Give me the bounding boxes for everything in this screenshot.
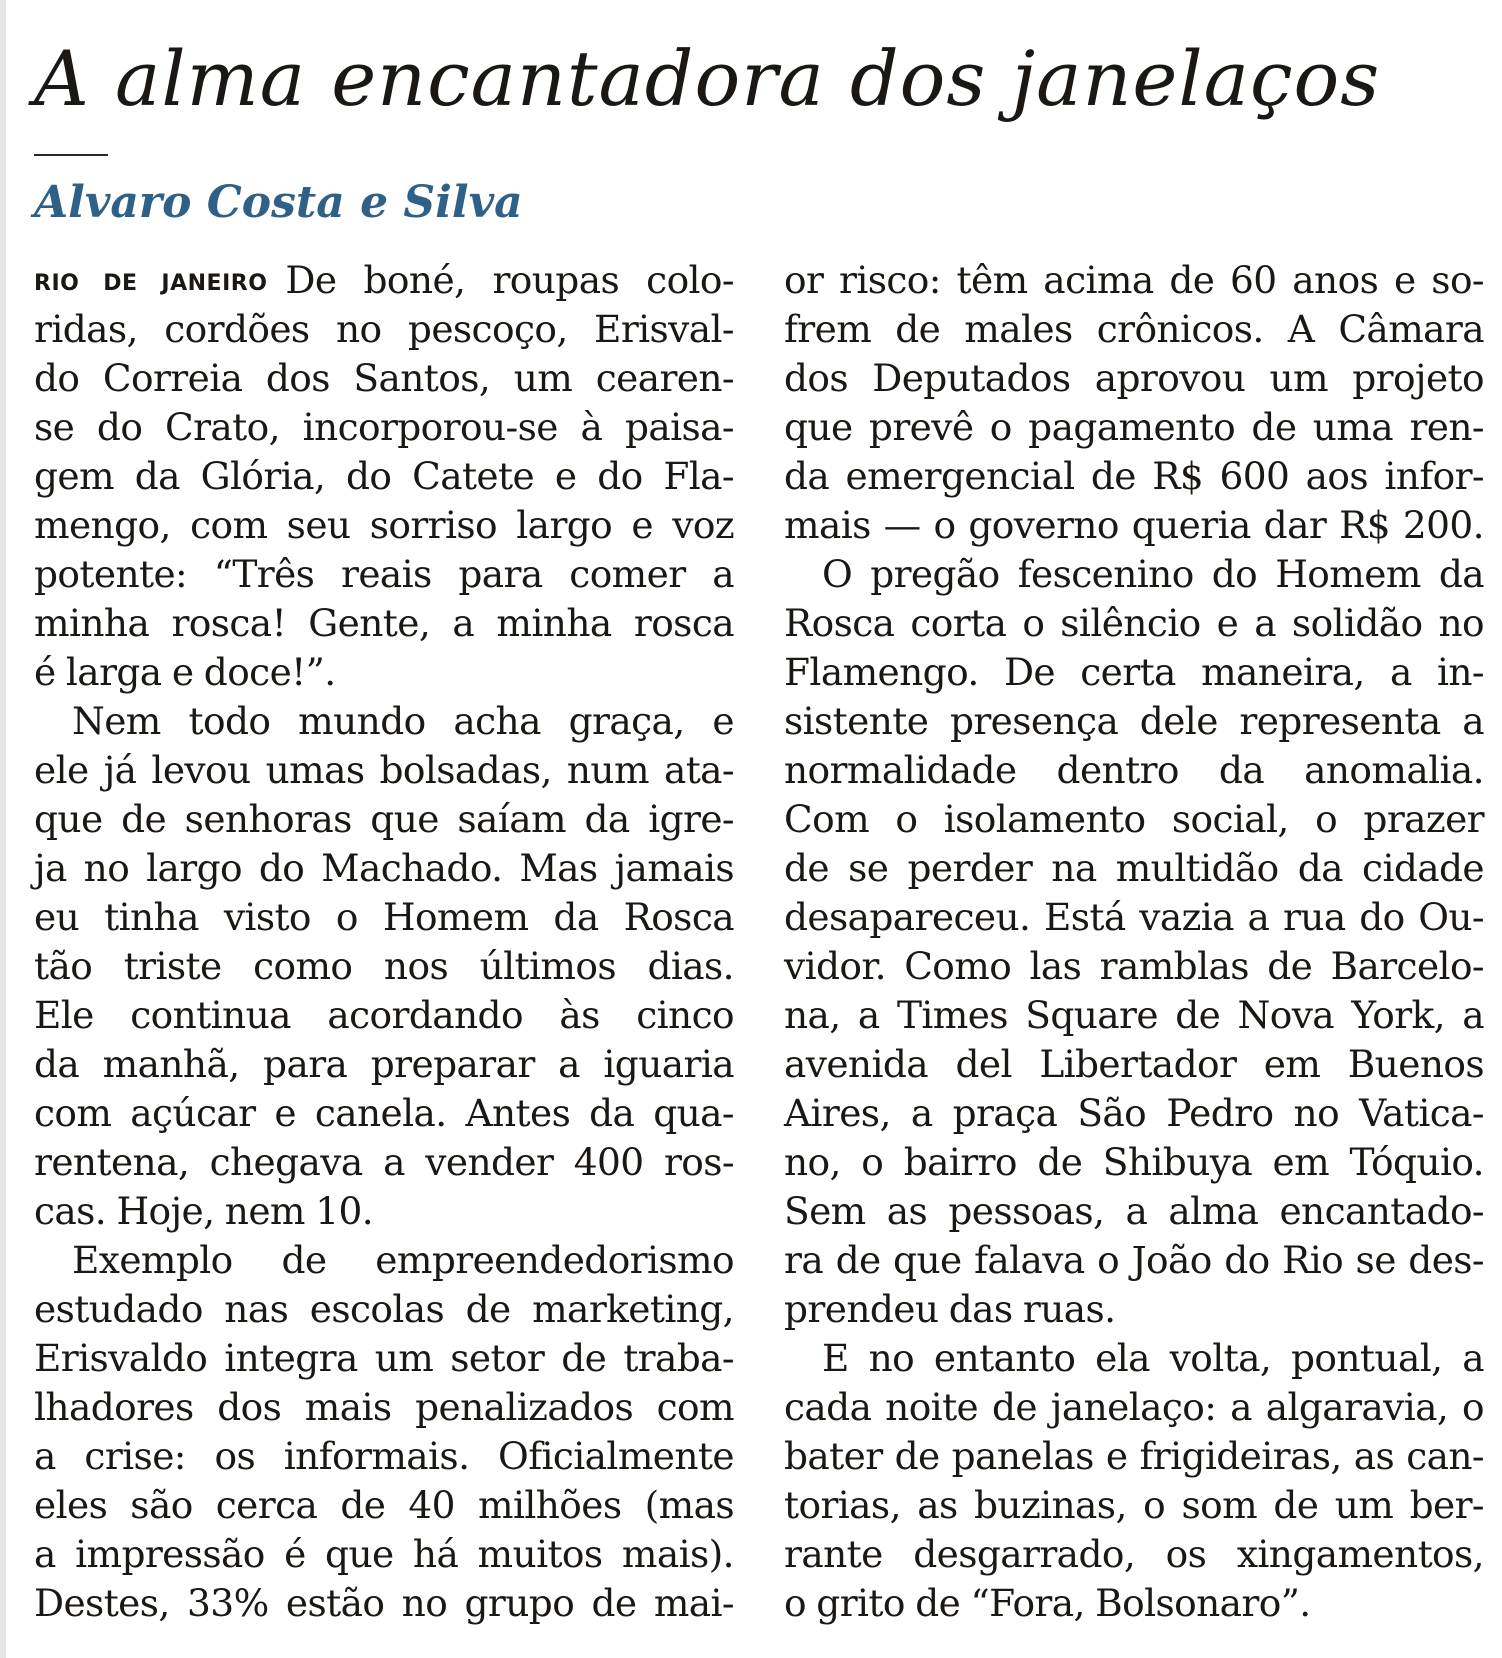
text-line: com açúcar e canela. Antes da qua-	[34, 1091, 734, 1135]
text-line: potente: “Três reais para comer a	[34, 552, 734, 596]
text-line: torias, as buzinas, o som de um ber-	[784, 1483, 1484, 1527]
article-column-right	[784, 256, 1484, 1628]
text-line: Sem as pessoas, a alma encantado-	[784, 1189, 1484, 1233]
article-column-left	[34, 256, 734, 1628]
text-line: vidor. Como las ramblas de Barcelo-	[784, 944, 1484, 988]
text-line: Flamengo. De certa maneira, a in-	[784, 650, 1484, 694]
text-line: avenida del Libertador em Buenos	[784, 1042, 1484, 1086]
text-line: na, a Times Square de Nova York, a	[784, 993, 1484, 1037]
text-line: de se perder na multidão da cidade	[784, 846, 1484, 890]
text-line: ele já levou umas bolsadas, num ata-	[34, 748, 734, 792]
text-line: dos Deputados aprovou um projeto	[784, 356, 1484, 400]
text-line: Destes, 33% estão no grupo de mai-	[34, 1581, 734, 1625]
author-byline: Alvaro Costa e Silva	[34, 177, 523, 228]
text-line: que prevê o pagamento de uma ren-	[784, 405, 1484, 449]
text-line: desapareceu. Está vazia a rua do Ou-	[784, 895, 1484, 939]
text-line: Aires, a praça São Pedro no Vatica-	[784, 1091, 1484, 1135]
text-line: se do Crato, incorporou-se à paisa-	[34, 405, 734, 449]
text-line: do Correia dos Santos, um cearen-	[34, 356, 734, 400]
page-edge-rule	[0, 0, 6, 1658]
text-line: cas. Hoje, nem 10.	[34, 1189, 374, 1233]
text-line: Erisvaldo integra um setor de traba-	[34, 1336, 734, 1380]
text-line: lhadores dos mais penalizados com	[34, 1385, 734, 1429]
text-line: prendeu das ruas.	[784, 1287, 1116, 1331]
text-line: rante desgarrado, os xingamentos,	[784, 1532, 1484, 1576]
text-line: é larga e doce!”.	[34, 650, 336, 694]
text-line: estudado nas escolas de marketing,	[34, 1287, 734, 1331]
text-line: Nem todo mundo acha graça, e	[72, 699, 734, 743]
text-line: a crise: os informais. Oficialmente	[34, 1434, 734, 1478]
dateline: RIO DE JANEIRO	[34, 271, 268, 296]
headline-divider	[34, 154, 108, 156]
text-line: gem da Glória, do Catete e do Fla-	[34, 454, 734, 498]
text-line: o grito de “Fora, Bolsonaro”.	[784, 1581, 1311, 1625]
text-line: rentena, chegava a vender 400 ros-	[34, 1140, 734, 1184]
text-line: sistente presença dele representa a	[784, 699, 1484, 743]
text-line: mengo, com seu sorriso largo e voz	[34, 503, 734, 547]
text-line: cada noite de janelaço: a algaravia, o	[784, 1385, 1484, 1429]
text-line: ridas, cordões no pescoço, Erisval-	[34, 307, 734, 351]
text-line: eles são cerca de 40 milhões (mas	[34, 1483, 734, 1527]
text-line: que de senhoras que saíam da igre-	[34, 797, 734, 841]
text-line: or risco: têm acima de 60 anos e so-	[784, 258, 1484, 302]
text-line: normalidade dentro da anomalia.	[784, 748, 1484, 792]
text-line: tão triste como nos últimos dias.	[34, 944, 734, 988]
text-line: Ele continua acordando às cinco	[34, 993, 734, 1037]
text-line: Rosca corta o silêncio e a solidão no	[784, 601, 1484, 645]
text-line: eu tinha visto o Homem da Rosca	[34, 895, 734, 939]
text-line: O pregão fescenino do Homem da	[822, 552, 1484, 596]
headline: A alma encantadora dos janelaços	[34, 34, 1381, 123]
text-line: E no entanto ela volta, pontual, a	[822, 1336, 1484, 1380]
text-line: a impressão é que há muitos mais).	[34, 1532, 734, 1576]
text-line: da manhã, para preparar a iguaria	[34, 1042, 734, 1086]
text-line: ra de que falava o João do Rio se des-	[784, 1238, 1484, 1282]
text-line: no, o bairro de Shibuya em Tóquio.	[784, 1140, 1484, 1184]
text-line: ja no largo do Machado. Mas jamais	[34, 846, 734, 890]
text-line: Com o isolamento social, o prazer	[784, 797, 1484, 841]
text-line: bater de panelas e frigideiras, as can-	[784, 1434, 1484, 1478]
text-line: minha rosca! Gente, a minha rosca	[34, 601, 734, 645]
text-line: frem de males crônicos. A Câmara	[784, 307, 1484, 351]
text-line: da emergencial de R$ 600 aos infor-	[784, 454, 1484, 498]
text-line: mais — o governo queria dar R$ 200.	[784, 503, 1484, 547]
text-line: Exemplo de empreendedorismo	[72, 1238, 734, 1282]
text-line: RIO DE JANEIRO De boné, roupas colo-	[34, 258, 734, 302]
